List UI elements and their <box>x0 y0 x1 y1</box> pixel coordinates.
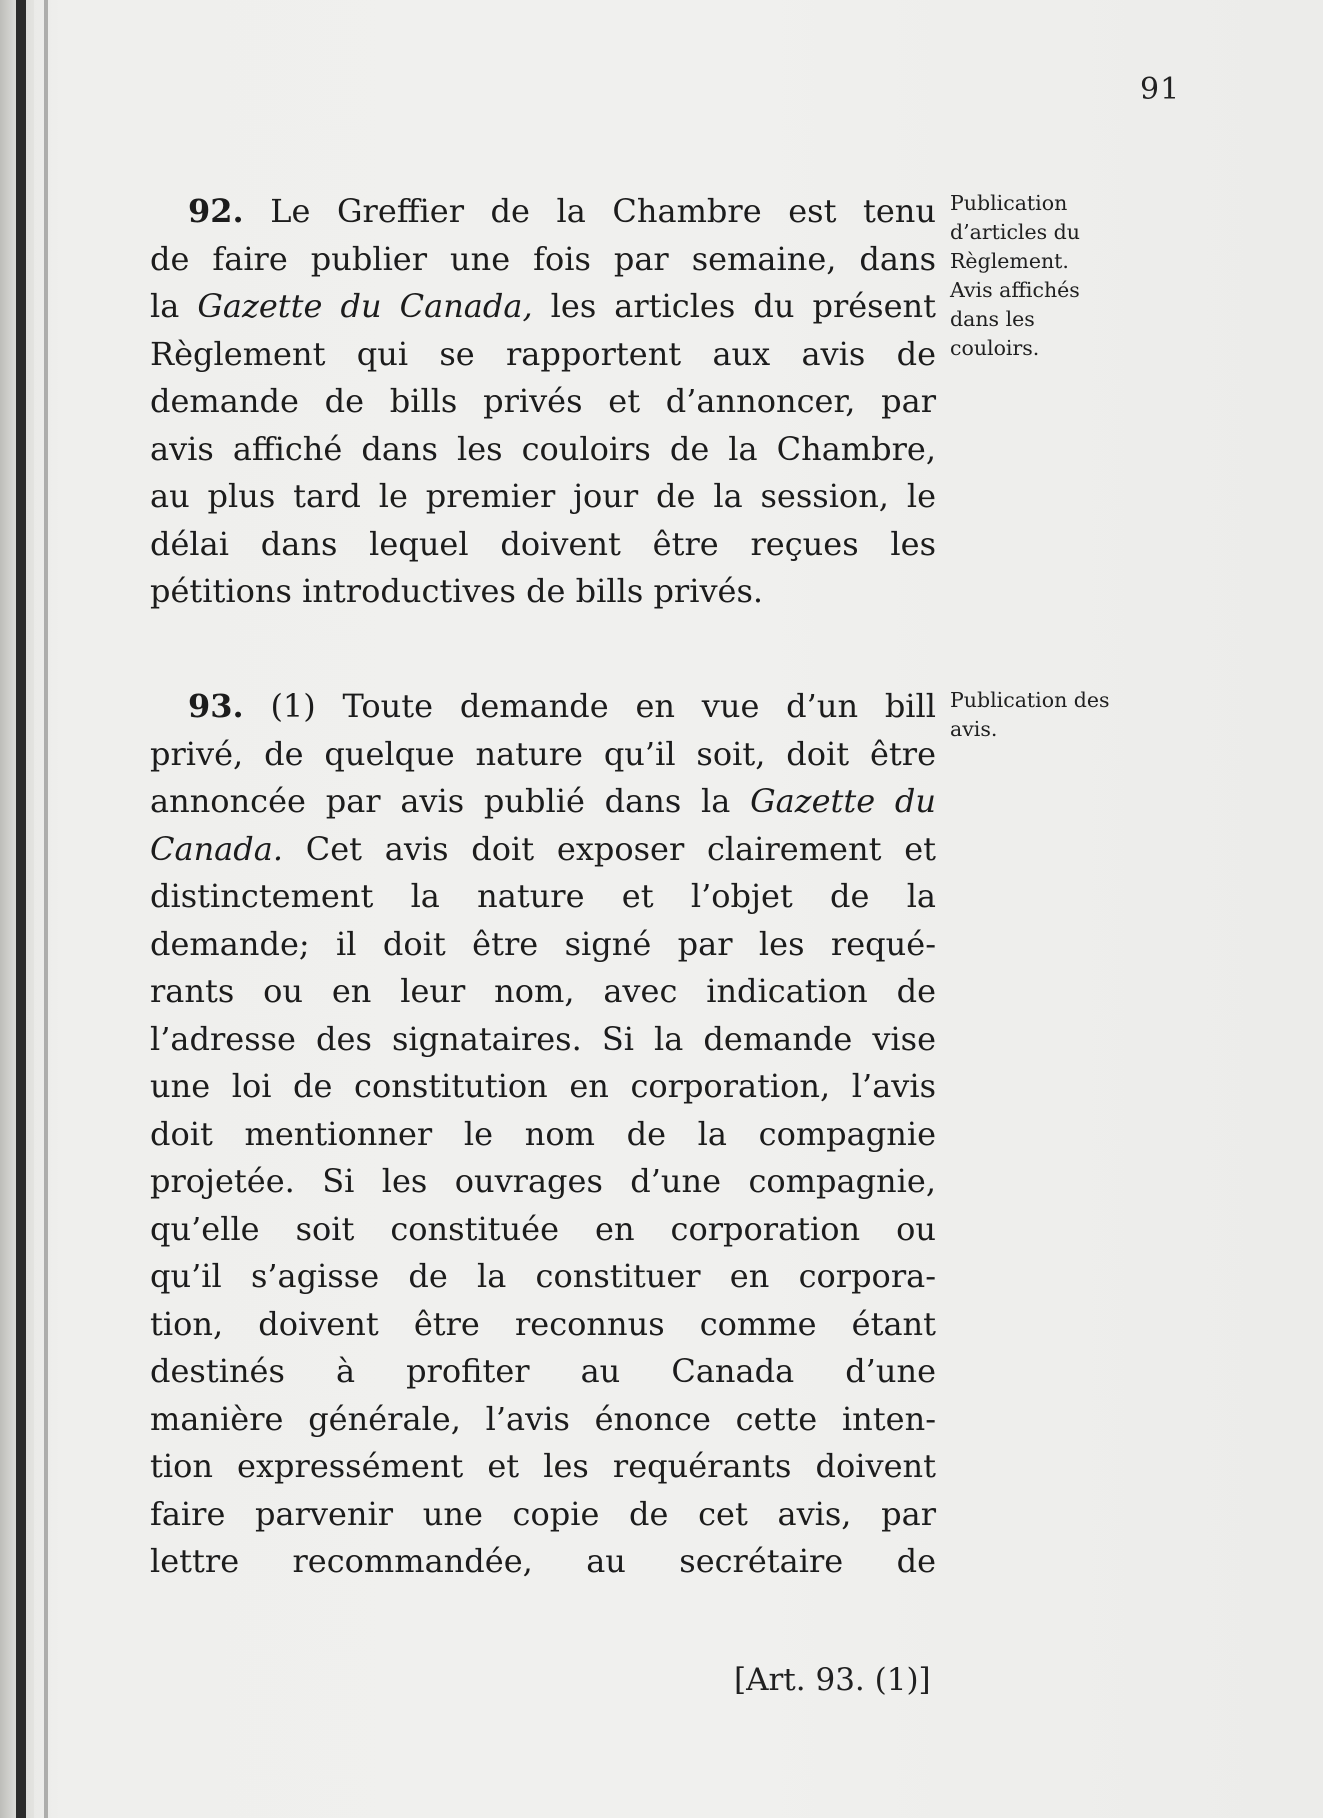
paragraph-92-line-8: délai dans lequel doivent être reçues les <box>150 524 936 563</box>
paragraph-92 <box>150 188 936 616</box>
paragraph-93-line-4 <box>150 826 936 874</box>
paragraph-92-line-5: demande de bills privés et d’annoncer, par <box>150 382 936 420</box>
margin-note-publication-avis <box>950 686 1160 744</box>
text-fragment: annoncée par avis publié dans la <box>150 782 751 820</box>
paragraph-93-line-14: tion, doivent être reconnus comme étant <box>150 1304 936 1343</box>
section-number-93: 93. <box>188 687 244 725</box>
paragraph-92-line-2: de faire publier une fois par semaine, dans <box>150 239 936 278</box>
book-spine-binding-line <box>16 0 26 1818</box>
text-fragment: les articles du présent <box>532 287 937 325</box>
text-fragment: (1) Toute demande en vue d’un bill <box>270 687 936 725</box>
paragraph-92-line-9: pétitions introductives de bills privés. <box>150 572 764 610</box>
paragraph-93-line-9: une loi de constitution en corporation, l’avis <box>150 1067 936 1105</box>
paragraph-93-line-11: projetée. Si les ouvrages d’une compagnie, <box>150 1162 936 1200</box>
paragraph-93-line-16: manière générale, l’avis énonce cette inten- <box>150 1399 936 1438</box>
paragraph-93-line-15: destinés à profiter au Canada d’une <box>150 1352 936 1390</box>
paragraph-93-line-1 <box>150 683 936 731</box>
text-fragment: Cet avis doit exposer clairement et <box>282 829 936 868</box>
paragraph-93 <box>150 683 936 1586</box>
section-number-92: 92. <box>188 192 244 230</box>
paragraph-92-line-6: avis affiché dans les couloirs de la Chambre, <box>150 429 936 468</box>
paragraph-93-line-3 <box>150 778 936 826</box>
paragraph-93-line-8: l’adresse des signataires. Si la demande vise <box>150 1019 936 1058</box>
text-fragment: la <box>150 287 198 325</box>
text-fragment: Le Greffier de la Chambre est tenu <box>270 192 936 230</box>
canada-italic: Canada. <box>150 829 283 868</box>
page-number: 91 <box>1140 72 1181 107</box>
margin-note-line: couloirs. <box>950 336 1040 360</box>
paragraph-93-line-2: privé, de quelque nature qu’il soit, doit être <box>150 734 936 773</box>
paragraph-93-line-10: doit mentionner le nom de la compagnie <box>150 1114 936 1153</box>
paragraph-93-line-13: qu’il s’agisse de la constituer en corpora- <box>150 1257 936 1295</box>
gazette-title-italic: Gazette du <box>750 782 937 820</box>
paragraph-92-line-4: Règlement qui se rapportent aux avis de <box>150 334 936 373</box>
paragraph-93-line-5: distinctement la nature et l’objet de la <box>150 877 936 915</box>
margin-note-line: Avis affichés <box>950 278 1080 302</box>
margin-note-publication-reglement <box>950 189 1160 363</box>
margin-note-line: Publication <box>950 191 1068 215</box>
paragraph-92-line-7: au plus tard le premier jour de la session, le <box>150 477 936 515</box>
paragraph-93-line-17: tion expressément et les requérants doivent <box>150 1447 936 1485</box>
paragraph-92-line-1 <box>150 188 936 236</box>
gazette-title-italic: Gazette du Canada, <box>197 287 533 325</box>
margin-note-line: Publication des <box>950 688 1110 712</box>
footer-article-reference: [Art. 93. (1)] <box>734 1662 931 1698</box>
margin-note-line: Règlement. <box>950 249 1069 273</box>
paragraph-93-line-19: lettre recommandée, au secrétaire de <box>150 1542 936 1580</box>
margin-note-line: d’articles du <box>950 220 1080 244</box>
paragraph-92-line-3 <box>150 283 936 331</box>
margin-note-line: dans les <box>950 307 1035 331</box>
paragraph-93-line-6: demande; il doit être signé par les requé- <box>150 924 936 963</box>
paragraph-93-line-18: faire parvenir une copie de cet avis, par <box>150 1494 936 1533</box>
book-spine-edge-line <box>44 0 48 1818</box>
margin-note-line: avis. <box>950 717 998 741</box>
paragraph-93-line-7: rants ou en leur nom, avec indication de <box>150 972 936 1010</box>
paragraph-93-line-12: qu’elle soit constituée en corporation ou <box>150 1209 936 1248</box>
